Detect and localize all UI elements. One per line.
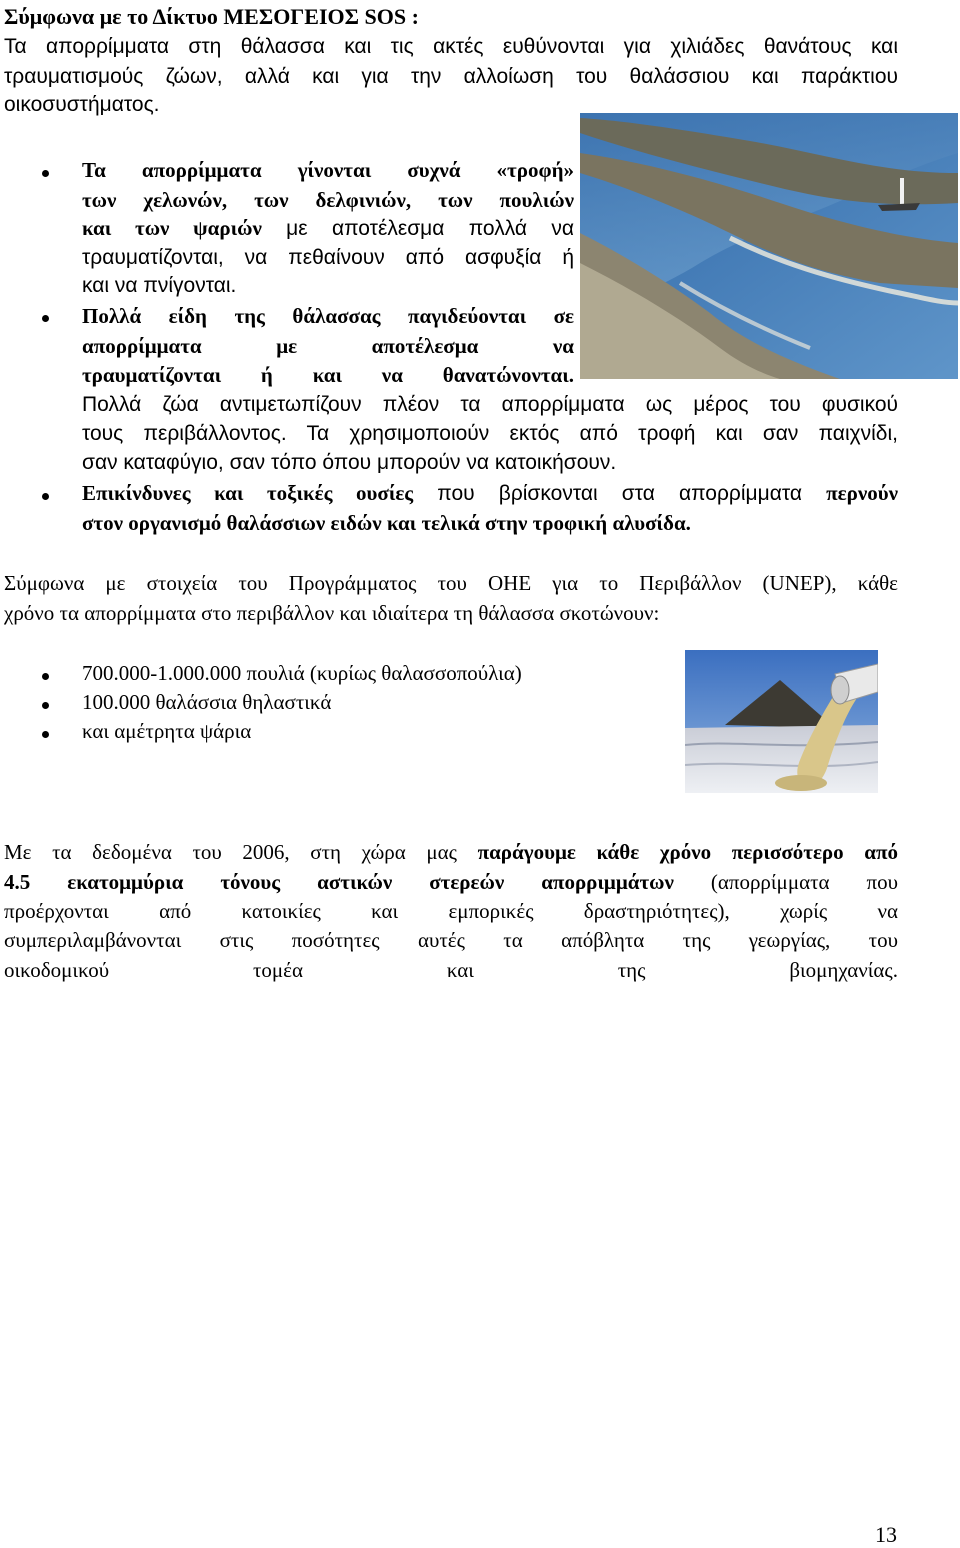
final-line-2: 4.5 εκατομμύρια τόνους αστικών στερεών απορριμμάτων (απορρίμματα που [4, 870, 899, 894]
bullet2-line-6: σαν καταφύγιο, σαν τόπο όπου μπορούν να κατοικήσουν. [82, 451, 617, 474]
bullet1-line-2: των χελωνών, των δελφινιών, των πουλιών [82, 188, 574, 212]
bullet-marker [42, 493, 49, 500]
final-line-1: Με τα δεδομένα του 2006, στη χώρα μας παράγουμε κάθε χρόνο περισσότερο από [4, 840, 898, 864]
bullet-marker [42, 673, 49, 680]
waste-photo-graphic [685, 650, 878, 793]
stat-item-birds: 700.000-1.000.000 πουλιά (κυρίως θαλασσοπούλια) [82, 661, 522, 685]
coastal-pollution-photo [580, 113, 958, 379]
waste-dumping-photo [685, 650, 878, 793]
final-line-5: οικοδομικού τομέα και της βιομηχανίας. [4, 958, 898, 982]
bullet-marker [42, 170, 49, 177]
bullet1-line-3: και των ψαριών με αποτέλεσμα πολλά να [82, 216, 574, 240]
bullet1-line-1: Τα απορρίμματα γίνονται συχνά «τροφή» [82, 158, 574, 182]
bullet3-line-1: Επικίνδυνες και τοξικές ουσίες που βρίσκονται στα απορρίμματα περνούν [82, 481, 898, 505]
bullet-marker [42, 702, 49, 709]
bullet2-line-5: τους περιβάλλοντος. Τα χρησιμοποιούν εκτός από τροφή και σαν παιχνίδι, [82, 422, 898, 445]
final-line-4: συμπεριλαμβάνονται στις ποσότητες αυτές τα απόβλητα της γεωργίας, του [4, 928, 898, 952]
bullet-marker [42, 731, 49, 738]
bullet2-line-2: απορρίμματα με αποτέλεσμα να [82, 334, 574, 358]
unep-line-1: Σύμφωνα με στοιχεία του Προγράμματος του ΟΗΕ για το Περιβάλλον (UNEP), κάθε [4, 571, 898, 595]
final-line-3: προέρχονται από κατοικίες και εμπορικές δραστηριότητες), χωρίς να [4, 899, 898, 923]
stat-item-fish: και αμέτρητα ψάρια [82, 719, 252, 743]
intro-line-2: τραυματισμούς ζώων, αλλά και για την αλλοίωση του θαλάσσιου και παράκτιου [4, 65, 898, 88]
bullet3-line-2: στον οργανισμό θαλάσσιων ειδών και τελικά στην τροφική αλυσίδα. [82, 511, 691, 535]
page-heading: Σύμφωνα με το Δίκτυο ΜΕΣΟΓΕΙΟΣ SOS : [4, 4, 419, 29]
intro-line-3: οικοσυστήματος. [4, 93, 160, 116]
bullet2-line-4: Πολλά ζώα αντιμετωπίζουν πλέον τα απορρίμματα ως μέρος του φυσικού [82, 393, 898, 416]
coastal-photo-graphic [580, 113, 958, 379]
stat-item-mammals: 100.000 θαλάσσια θηλαστικά [82, 690, 332, 714]
bullet1-line-5: και να πνίγονται. [82, 274, 237, 297]
bullet2-line-1: Πολλά είδη της θάλασσας παγιδεύονται σε [82, 304, 574, 328]
bullet2-line-3: τραυματίζονται ή και να θανατώνονται. [82, 363, 574, 387]
unep-line-2: χρόνο τα απορρίμματα στο περιβάλλον και ιδιαίτερα τη θάλασσα σκοτώνουν: [4, 601, 660, 625]
bullet1-line-4: τραυματίζονται, να πεθαίνουν από ασφυξία ή [82, 246, 574, 269]
page-number: 13 [875, 1522, 897, 1547]
bullet-marker [42, 315, 49, 322]
intro-line-1: Τα απορρίμματα στη θάλασσα και τις ακτές ευθύνονται για χιλιάδες θανάτους και [4, 35, 898, 58]
